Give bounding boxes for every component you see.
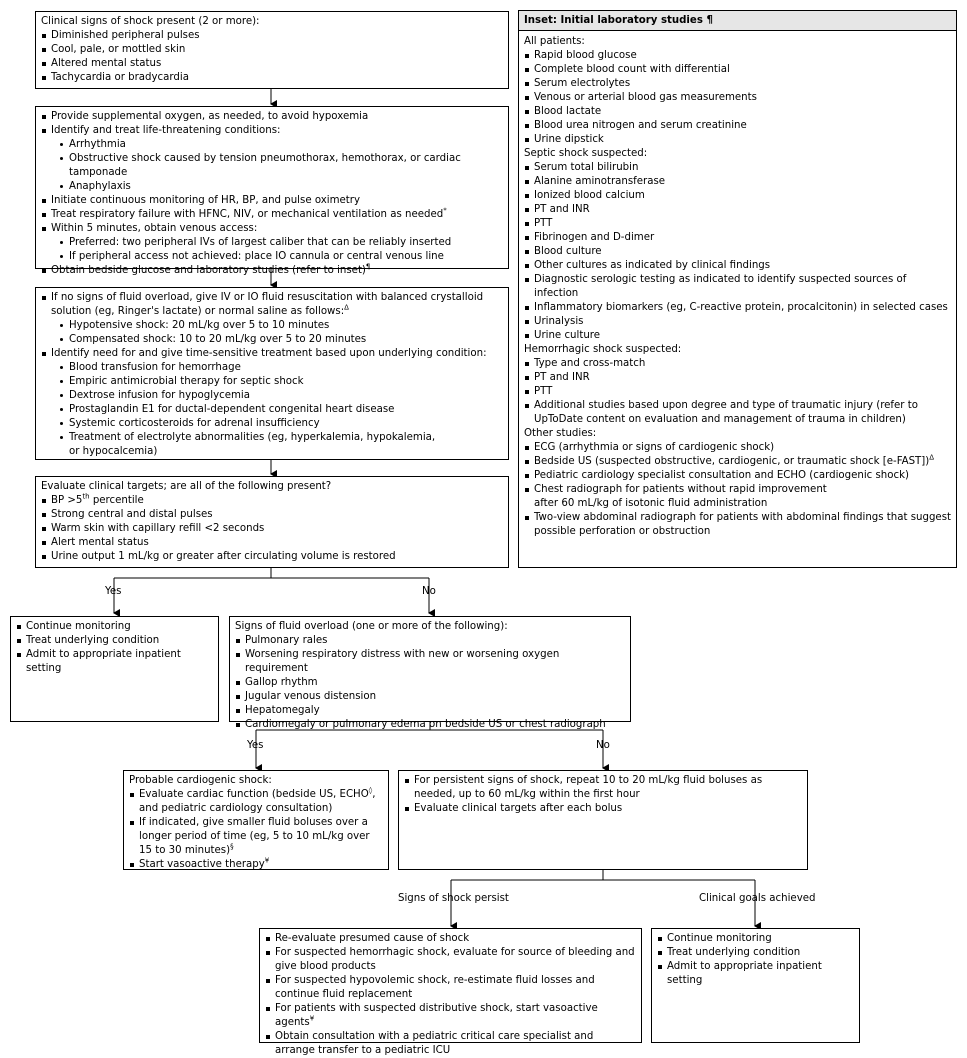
inset-all-head: All patients: <box>524 36 585 47</box>
target-item: Alert mental status <box>41 536 503 550</box>
box-clinical-signs <box>35 11 509 89</box>
box-goals-achieved <box>651 928 860 1043</box>
mgmt-item: Within 5 minutes, obtain venous access: Preferred: two peripheral IVs of largest caliber that can be reliably inserted If peripheral access not achieved: place IO cannula or central venous line <box>41 222 503 264</box>
fluid-subitem: Compensated shock: 10 to 20 mL/kg over 5 to 20 minutes <box>59 333 503 347</box>
target-item: BP >5th percentile <box>41 494 503 508</box>
lab-item: Serum electrolytes <box>524 77 951 91</box>
lab-item: Urine dipstick <box>524 133 951 147</box>
fluid-subitem: Blood transfusion for hemorrhage <box>59 361 503 375</box>
lab-item: PT and INR <box>524 371 951 385</box>
action-item: For suspected hypovolemic shock, re-estimate fluid losses and continue fluid replacement <box>265 974 636 1002</box>
lab-item: Venous or arterial blood gas measurements <box>524 91 951 105</box>
lab-item: Blood lactate <box>524 105 951 119</box>
box-cardiogenic-shock <box>123 770 389 870</box>
box-fluid-overload-title: Signs of fluid overload (one or more of the following): <box>235 621 508 632</box>
goal-item: Continue monitoring <box>657 932 854 946</box>
lab-item: PT and INR <box>524 203 951 217</box>
mgmt-subitem: Obstructive shock caused by tension pneumothorax, hemothorax, or cardiac tamponade <box>59 152 503 180</box>
lab-item: Complete blood count with differential <box>524 63 951 77</box>
fluid-item: If no signs of fluid overload, give IV or IO fluid resuscitation with balanced crystalloid solution (eg, Ringer's lactate) or normal saline as follows:$^\Delta$ Hypotensive shock: 20 mL/kg over 5 to 10 minutes Compensated shock: 10 to 20 mL/kg over 5 to 20 minutes <box>41 291 503 347</box>
overload-item: Hepatomegaly <box>235 704 625 718</box>
lab-item: Pediatric cardiology specialist consultation and ECHO (cardiogenic shock) <box>524 469 951 483</box>
target-item: Warm skin with capillary refill <2 seconds <box>41 522 503 536</box>
fluid-subitem: Empiric antimicrobial therapy for septic shock <box>59 375 503 389</box>
lab-item: Urinalysis <box>524 315 951 329</box>
lab-item: Blood culture <box>524 245 951 259</box>
lab-item: Alanine aminotransferase <box>524 175 951 189</box>
action-item: For patients with suspected distributive shock, start vasoactive agents¥ <box>265 1002 636 1030</box>
label-shock-persist: Signs of shock persist <box>398 893 509 904</box>
box-clinical-targets-title: Evaluate clinical targets; are all of the following present? <box>41 481 332 492</box>
lab-item: Additional studies based upon degree and type of traumatic injury (refer to UpToDate content on evaluation and management of trauma in children) <box>524 399 951 427</box>
inset-lab-studies <box>518 10 957 568</box>
inset-septic-head: Septic shock suspected: <box>524 148 648 159</box>
label-yes-targets: Yes <box>105 586 122 597</box>
mgmt-subitem: Preferred: two peripheral IVs of largest caliber that can be reliably inserted <box>59 236 503 250</box>
mgmt-item: Treat respiratory failure with HFNC, NIV, or mechanical ventilation as needed* <box>41 208 503 222</box>
lab-item: Two-view abdominal radiograph for patients with abdominal findings that suggest possible perforation or obstruction <box>524 511 951 539</box>
label-no-overload: No <box>596 740 610 751</box>
overload-item: Gallop rhythm <box>235 676 625 690</box>
mgmt-subitem: If peripheral access not achieved: place IO cannula or central venous line <box>59 250 503 264</box>
monitor-item: Admit to appropriate inpatient setting <box>16 648 213 676</box>
sign-item: Tachycardia or bradycardia <box>41 71 503 85</box>
box-continue-monitoring <box>10 616 219 722</box>
lab-item: Chest radiograph for patients without rapid improvement after 60 mL/kg of isotonic fluid administration <box>524 483 951 511</box>
inset-title: Inset: Initial laboratory studies ¶ <box>519 11 956 31</box>
fluid-subitem: Prostaglandin E1 for ductal-dependent congenital heart disease <box>59 403 503 417</box>
lab-item: PTT <box>524 385 951 399</box>
mgmt-item: Initiate continuous monitoring of HR, BP, and pulse oximetry <box>41 194 503 208</box>
action-item: Re-evaluate presumed cause of shock <box>265 932 636 946</box>
fluid-item: Identify need for and give time-sensitive treatment based upon underlying condition: Blood transfusion for hemorrhage Empiric antimicrobial therapy for septic shock Dextrose infusion for hypoglycemia Prostaglandin E1 for ductal-dependent congenital heart disease Systemic corticosteroids for adrenal insufficiency Treatment of electrolyte abnormalities (eg, hyperkalemia, hypokalemia, or hypocalcemia) <box>41 347 503 459</box>
cardio-item: If indicated, give smaller fluid boluses over a longer period of time (eg, 5 to 10 mL/kg over 15 to 30 minutes)§ <box>129 816 383 858</box>
lab-item: Type and cross-match <box>524 357 951 371</box>
fluid-subitem: Treatment of electrolyte abnormalities (eg, hyperkalemia, hypokalemia, or hypocalcemia) <box>59 431 503 459</box>
box-shock-persists-actions <box>259 928 642 1056</box>
lab-item: Ionized blood calcium <box>524 189 951 203</box>
inset-other-head: Other studies: <box>524 428 597 439</box>
lab-item: ECG (arrhythmia or signs of cardiogenic shock) <box>524 441 951 455</box>
footnote-mark: * <box>443 206 447 215</box>
footnote-mark: Δ <box>344 303 349 312</box>
lab-item: Inflammatory biomarkers (eg, C-reactive protein, procalcitonin) in selected cases <box>524 301 951 315</box>
fluid-subitem: Dextrose infusion for hypoglycemia <box>59 389 503 403</box>
lab-item: Urine culture <box>524 329 951 343</box>
box-fluid-overload <box>229 616 631 730</box>
fluid-subitem: Hypotensive shock: 20 mL/kg over 5 to 10 minutes <box>59 319 503 333</box>
label-no-targets: No <box>422 586 436 597</box>
box-initial-management <box>35 106 509 276</box>
footnote-mark: ¶ <box>365 262 371 271</box>
lab-item: Serum total bilirubin <box>524 161 951 175</box>
target-item: Strong central and distal pulses <box>41 508 503 522</box>
overload-item: Worsening respiratory distress with new or worsening oxygen requirement <box>235 648 625 676</box>
mgmt-item: Provide supplemental oxygen, as needed, to avoid hypoxemia <box>41 110 503 124</box>
sign-item: Cool, pale, or mottled skin <box>41 43 503 57</box>
box-fluid-resuscitation <box>35 287 509 460</box>
mgmt-item: Obtain bedside glucose and laboratory studies (refer to inset)¶ <box>41 264 503 278</box>
goal-item: Admit to appropriate inpatient setting <box>657 960 854 988</box>
lab-item: Diagnostic serologic testing as indicated to identify suspected sources of infection <box>524 273 951 301</box>
cardio-item: Evaluate cardiac function (bedside US, ECHO◊, and pediatric cardiology consultation) <box>129 788 383 816</box>
label-goals-achieved: Clinical goals achieved <box>699 893 816 904</box>
lab-item: Rapid blood glucose <box>524 49 951 63</box>
persist-item: For persistent signs of shock, repeat 10 to 20 mL/kg fluid boluses as needed, up to 60 mL/kg within the first hour <box>404 774 802 802</box>
inset-hem-head: Hemorrhagic shock suspected: <box>524 344 682 355</box>
action-item: Obtain consultation with a pediatric critical care specialist and arrange transfer to a pediatric ICU <box>265 1030 636 1058</box>
overload-item: Cardiomegaly or pulmonary edema on bedside US or chest radiograph <box>235 718 625 732</box>
sign-item: Altered mental status <box>41 57 503 71</box>
sign-item: Diminished peripheral pulses <box>41 29 503 43</box>
mgmt-subitem: Arrhythmia <box>59 138 503 152</box>
monitor-item: Treat underlying condition <box>16 634 213 648</box>
box-persistent-shock <box>398 770 808 870</box>
lab-item: Blood urea nitrogen and serum creatinine <box>524 119 951 133</box>
action-item: For suspected hemorrhagic shock, evaluate for source of bleeding and give blood products <box>265 946 636 974</box>
target-item: Urine output 1 mL/kg or greater after circulating volume is restored <box>41 550 503 564</box>
lab-item: Other cultures as indicated by clinical findings <box>524 259 951 273</box>
monitor-item: Continue monitoring <box>16 620 213 634</box>
persist-item: Evaluate clinical targets after each bolus <box>404 802 802 816</box>
lab-item: Fibrinogen and D-dimer <box>524 231 951 245</box>
lab-item: Bedside US (suspected obstructive, cardiogenic, or traumatic shock [e-FAST])$^\Delta$ <box>524 455 951 469</box>
fluid-subitem: Systemic corticosteroids for adrenal insufficiency <box>59 417 503 431</box>
label-yes-overload: Yes <box>247 740 264 751</box>
box-cardiogenic-title: Probable cardiogenic shock: <box>129 775 272 786</box>
box-clinical-targets <box>35 476 509 568</box>
lab-item: PTT <box>524 217 951 231</box>
cardio-item: Start vasoactive therapy¥ <box>129 858 383 872</box>
box-clinical-signs-title: Clinical signs of shock present (2 or more): <box>41 16 260 27</box>
overload-item: Pulmonary rales <box>235 634 625 648</box>
overload-item: Jugular venous distension <box>235 690 625 704</box>
mgmt-subitem: Anaphylaxis <box>59 180 503 194</box>
goal-item: Treat underlying condition <box>657 946 854 960</box>
mgmt-item: Identify and treat life-threatening conditions: Arrhythmia Obstructive shock caused by tension pneumothorax, hemothorax, or cardiac tamponade Anaphylaxis <box>41 124 503 194</box>
